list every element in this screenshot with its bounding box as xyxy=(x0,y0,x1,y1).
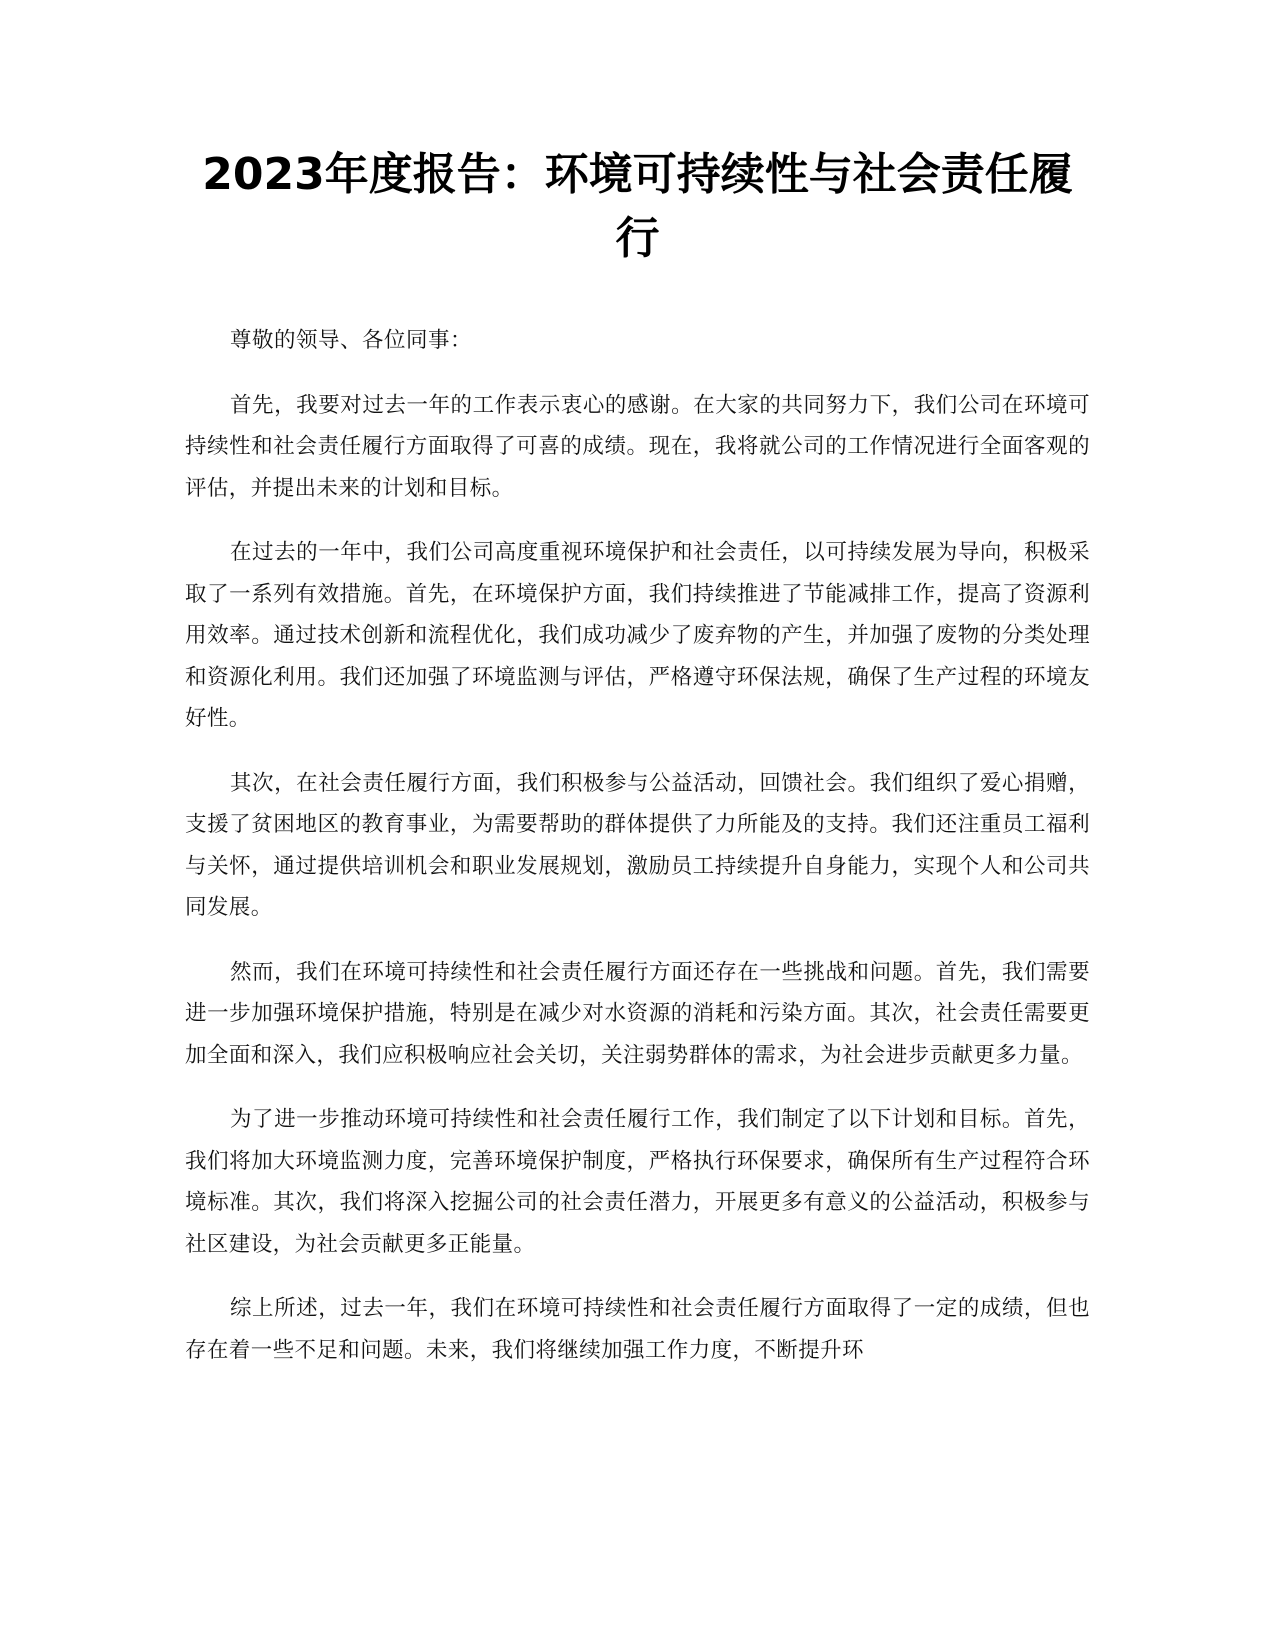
paragraph-plans: 为了进一步推动环境可持续性和社会责任履行工作，我们制定了以下计划和目标。首先，我们将加大环境监测力度，完善环境保护制度，严格执行环保要求，确保所有生产过程符合环境标准。其次，我们将深入挖掘公司的社会责任潜力，开展更多有意义的公益活动，积极参与社区建设，为社会贡献更多正能量。 xyxy=(185,1107,1090,1257)
document-body xyxy=(185,320,1090,1394)
document-title: 2023年度报告：环境可持续性与社会责任履行 xyxy=(202,149,1073,264)
paragraph-intro: 首先，我要对过去一年的工作表示衷心的感谢。在大家的共同努力下，我们公司在环境可持续性和社会责任履行方面取得了可喜的成绩。现在，我将就公司的工作情况进行全面客观的评估，并提出未来的计划和目标。 xyxy=(185,392,1090,501)
paragraph-environment: 在过去的一年中，我们公司高度重视环境保护和社会责任，以可持续发展为导向，积极采取了一系列有效措施。首先，在环境保护方面，我们持续推进了节能减排工作，提高了资源利用效率。通过技术创新和流程优化，我们成功减少了废弃物的产生，并加强了废物的分类处理和资源化利用。我们还加强了环境监测与评估，严格遵守环保法规，确保了生产过程的环境友好性。 xyxy=(185,540,1090,731)
salutation: 尊敬的领导、各位同事： xyxy=(230,328,473,353)
paragraph-summary: 综上所述，过去一年，我们在环境可持续性和社会责任履行方面取得了一定的成绩，但也存在着一些不足和问题。未来，我们将继续加强工作力度，不断提升环 xyxy=(185,1296,1090,1363)
paragraph-social-responsibility: 其次，在社会责任履行方面，我们积极参与公益活动，回馈社会。我们组织了爱心捐赠，支援了贫困地区的教育事业，为需要帮助的群体提供了力所能及的支持。我们还注重员工福利与关怀，通过提供培训机会和职业发展规划，激励员工持续提升自身能力，实现个人和公司共同发展。 xyxy=(185,770,1090,920)
paragraph-challenges: 然而，我们在环境可持续性和社会责任履行方面还存在一些挑战和问题。首先，我们需要进一步加强环境保护措施，特别是在减少对水资源的消耗和污染方面。其次，社会责任需要更加全面和深入，我们应积极响应社会关切，关注弱势群体的需求，为社会进步贡献更多力量。 xyxy=(185,959,1090,1068)
